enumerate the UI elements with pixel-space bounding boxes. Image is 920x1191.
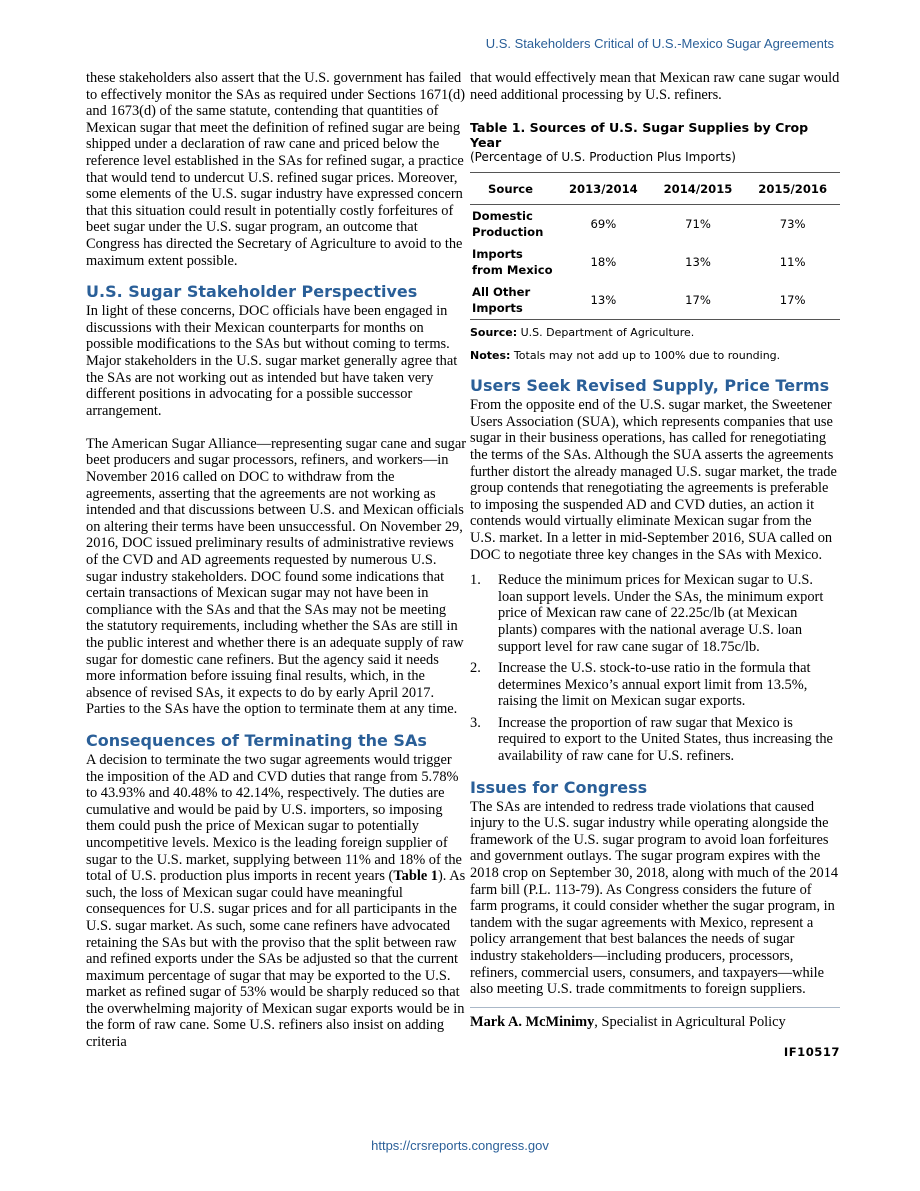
paragraph bbox=[86, 752, 466, 1051]
table-cell: 69% bbox=[590, 217, 617, 232]
list-number: 1. bbox=[470, 572, 481, 589]
paragraph-text: A decision to terminate the two sugar agreements would trigger the imposition of the AD and CVD duties that range from 5.78% to 43.93% and 40.48% to 42.14%, respectively. The duties are cumulative and would be paid by U.S. importers, so imposing them could push the price of Mexican sugar to potentially uncompetitive levels. Mexico is the leading foreign supplier of sugar to the U.S. market, supplying between 11% and 18% of the total of U.S. production plus imports in recent years ( bbox=[86, 751, 462, 885]
section-heading: Consequences of Terminating the SAs bbox=[86, 730, 427, 750]
list-item-text: Increase the U.S. stock-to-use ratio in the formula that determines Mexico’s annual export limit from 13.5%, raising the limit on Mexican sugar exports. bbox=[498, 660, 811, 710]
paragraph: From the opposite end of the U.S. sugar market, the Sweetener Users Association (SUA), which represents companies that use sugar in their business operations, has called for renegotiating the terms of the SAs. Although the SUA asserts the agreements further distort the already managed U.S. sugar market, the trade group contends that renegotiating the agreements is preferable to imposing the suspended AD and CVD duties, an action it contends would virtually eliminate Mexican sugar from the U.S. market. In a letter in mid-September 2016, SUA called on DOC to negotiate three key changes in the SAs with Mexico. bbox=[470, 397, 837, 563]
source-text: U.S. Department of Agriculture. bbox=[517, 326, 695, 340]
list-number: 2. bbox=[470, 660, 481, 677]
table-cell: 18% bbox=[590, 255, 617, 270]
report-id: IF10517 bbox=[783, 1044, 840, 1059]
right-column bbox=[470, 70, 840, 1059]
paragraph: The SAs are intended to redress trade violations that caused injury to the U.S. sugar industry while operating alongside the framework of the U.S. sugar program to avoid loan forfeitures and government outlays. The sugar program expires with the 2018 crop on September 30, 2018, along with much of the 2014 farm bill (P.L. 113-79). As Congress considers the future of farm programs, it could consider whether the sugar program, in tandem with the sugar agreements with Mexico, represent a policy arrangement that best balances the needs of sugar industry stakeholders—including producers, processors, refiners, commercial users, consumers, and taxpayers—while also meeting U.S. trade commitments to foreign suppliers. bbox=[470, 798, 839, 998]
table-reference: Table 1 bbox=[393, 868, 438, 885]
table-row bbox=[470, 205, 840, 244]
table-cell: 73% bbox=[779, 217, 806, 232]
table-source bbox=[470, 326, 840, 340]
column-header: Source bbox=[488, 181, 534, 196]
table-cell: 13% bbox=[590, 293, 617, 308]
list-item bbox=[470, 660, 840, 710]
list-item-text: Reduce the minimum prices for Mexican sugar to U.S. loan support levels. Under the SAs, the minimum export price of Mexican raw cane of 22.25c/lb (at Mexican plants) compares with the national average U.S. loan support level for raw cane sugar of 18.75c/lb. bbox=[498, 572, 824, 655]
column-header: 2014/2015 bbox=[663, 181, 733, 196]
footer-link[interactable]: https://crsreports.congress.gov bbox=[371, 1138, 549, 1153]
table-cell: 17% bbox=[779, 293, 806, 308]
list-item bbox=[470, 715, 840, 765]
table-cell: 17% bbox=[685, 293, 711, 308]
table-row bbox=[470, 243, 840, 281]
paragraph: these stakeholders also assert that the U.S. government has failed to effectively monitor the SAs as required under Sections 1671(d) and 1673(d) of the same statute, contending that quantities of Mexican sugar that meet the definition of refined sugar are being shipped under a declaration of raw cane and priced below the reference level established in the SAs for refined sugar, a practice that would tend to undercut U.S. refined sugar prices. Moreover, some elements of the U.S. sugar industry have expressed concern that this situation could result in potentially costly forfeitures of beet sugar under the U.S. sugar program, an outcome that Congress has directed the Secretary of Agriculture to avoid to the maximum extent possible. bbox=[86, 70, 465, 269]
notes-text: Totals may not add up to 100% due to rounding. bbox=[510, 349, 781, 363]
author-title: , Specialist in Agricultural Policy bbox=[594, 1013, 786, 1030]
notes-label: Notes: bbox=[470, 349, 511, 363]
author-line bbox=[470, 1014, 840, 1031]
list-item bbox=[470, 572, 840, 655]
supply-table bbox=[470, 172, 840, 320]
table-title: Table 1. Sources of U.S. Sugar Supplies by Crop Year bbox=[470, 120, 809, 151]
table-notes bbox=[470, 349, 840, 363]
section-heading: Issues for Congress bbox=[470, 777, 648, 797]
table-cell: 11% bbox=[779, 255, 806, 270]
column-header: 2013/2014 bbox=[568, 181, 638, 196]
table-row bbox=[470, 281, 840, 320]
numbered-list bbox=[470, 572, 840, 765]
table-subtitle: (Percentage of U.S. Production Plus Imports) bbox=[470, 150, 736, 165]
paragraph-text: ). As such, the loss of Mexican sugar could have meaningful consequences for U.S. sugar prices and for all participants in the U.S. sugar market. As such, some cane refiners have advocated retaining the SAs but with the proviso that the split between raw and refined exports under the SAs be adjusted so that the current maximum percentage of sugar that may be exported to the U.S. market as refined sugar of 53% would be sharply reduced so that the overwhelming majority of Mexican sugar exports would be in the form of raw cane. Some U.S. refiners also insist on adding criteria bbox=[86, 868, 466, 1051]
table-cell: 13% bbox=[685, 255, 711, 270]
list-number: 3. bbox=[470, 714, 481, 731]
list-item-text: Increase the proportion of raw sugar that Mexico is required to export to the United States, thus increasing the availability of raw cane for U.S. refiners. bbox=[498, 714, 833, 765]
table-cell: 71% bbox=[685, 217, 711, 232]
row-label: Domestic Production bbox=[472, 209, 544, 240]
left-column bbox=[86, 70, 466, 1051]
author-name: Mark A. McMinimy bbox=[470, 1013, 595, 1030]
section-heading: U.S. Sugar Stakeholder Perspectives bbox=[86, 282, 418, 302]
paragraph: The American Sugar Alliance—representing sugar cane and sugar beet producers and sugar processors, refiners, and workers—in November 2016 called on DOC to withdraw from the agreements, asserting that the agreements are not working as intended and that discussions between U.S. and Mexican officials on altering their terms have been unsuccessful. On November 29, 2016, DOC issued preliminary results of administrative reviews of the CVD and AD agreements requested by numerous U.S. sugar industry stakeholders. DOC found some indications that certain transactions of Mexican sugar may not have been in compliance with the SAs and that the SAs may not be meeting the statutory requirements, including whether the SAs are still in the public interest and whether there is an adequate supply of raw sugar for domestic cane refiners. But the agency said it needs more information before issuing final results, which, in the absence of revised SAs, it expects to do by early April 2017. Parties to the SAs have the option to terminate them at any time. bbox=[86, 435, 467, 718]
table-header-row bbox=[470, 173, 840, 205]
row-label: Imports from Mexico bbox=[472, 247, 553, 278]
author-divider bbox=[470, 1007, 840, 1008]
column-header: 2015/2016 bbox=[758, 181, 828, 196]
source-label: Source: bbox=[470, 326, 518, 340]
paragraph: that would effectively mean that Mexican raw cane sugar would need additional processing by U.S. refiners. bbox=[470, 70, 840, 103]
paragraph: In light of these concerns, DOC officials have been engaged in discussions with their Mexican counterparts for months on possible modifications to the SAs but without coming to terms. Major stakeholders in the U.S. sugar market generally agree that the SAs are not working out as intended but have taken very different positions in advocating for a possible successor arrangement. bbox=[86, 303, 458, 419]
running-header: U.S. Stakeholders Critical of U.S.-Mexico Sugar Agreements bbox=[485, 36, 834, 51]
section-heading: Users Seek Revised Supply, Price Terms bbox=[470, 376, 830, 396]
row-label: All Other Imports bbox=[472, 285, 531, 316]
